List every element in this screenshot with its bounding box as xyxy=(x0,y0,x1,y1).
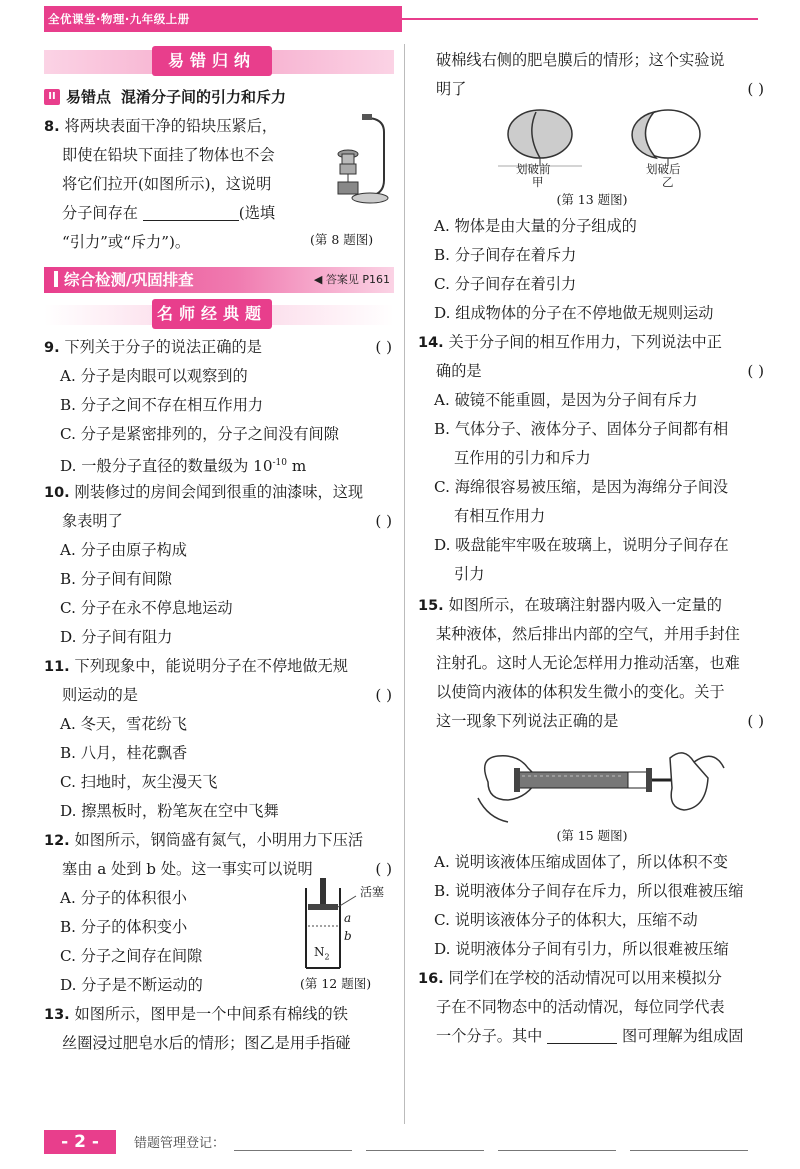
question-8: 8. 将两块表面干净的铅块压紧后， 即使在铅块下面挂了物体也不会 将它们拉开(如图所示)，这说明 分子间存在 (选填 “引力”或“斥力”)。 (第 8 题图) xyxy=(44,112,394,257)
figure-15-caption: (第 15 题图) xyxy=(556,828,628,843)
mark-a: a xyxy=(344,911,352,925)
option[interactable]: C. 分子间存在着引力 xyxy=(434,275,577,293)
section-banner-review xyxy=(44,267,394,293)
figure-13-caption: (第 13 题图) xyxy=(556,192,628,207)
option[interactable]: A. 冬天，雪花纷飞 xyxy=(60,715,187,733)
answer-blank[interactable] xyxy=(547,1023,617,1044)
question-9: 9. 下列关于分子的说法正确的是 ( ) A. 分子是肉眼可以观察到的 B. 分子之间不存在相互作用力 C. 分子是紧密排列的，分子之间没有间隙 D. 一般分子直径的数量级为 $10^{-10}$ m xyxy=(44,333,394,478)
option[interactable]: A. 破镜不能重圆，是因为分子间有斥力 xyxy=(434,391,698,409)
column-divider xyxy=(404,44,405,1124)
question-15: 15. 如图所示，在玻璃注射器内吸入一定量的 某种液体，然后排出内部的空气，并用手封住 注射孔。这时人无论怎样用力推动活塞，也难 以使筒内液体的体积发生微小的变化。关于 这一现象下列说法正确的是 ( ) (第 15 题图) A. 说明该液体压缩成固体了，所以体积不变 B. 说明液体分子间存在斥力，所以很难被压缩 C. 说明该液体分子的体积大，压缩不动 D. 说明液体分子间有引力，所以很难被压缩 xyxy=(418,591,766,964)
banner-title: 名师经典题 xyxy=(152,299,272,329)
error-point-label: 易错点 xyxy=(66,87,112,106)
page-number: - 2 - xyxy=(44,1130,116,1154)
option[interactable]: B. 分子间有间隙 xyxy=(60,570,172,588)
option[interactable]: B. 分子的体积变小 xyxy=(60,918,188,936)
page-header xyxy=(0,0,800,40)
answer-paren[interactable]: ( ) xyxy=(747,712,764,730)
option[interactable]: A. 物体是由大量的分子组成的 xyxy=(434,217,637,235)
section-banner-classic xyxy=(44,299,394,329)
header-bar xyxy=(44,6,402,32)
error-point xyxy=(44,82,394,112)
piston-label: 活塞 xyxy=(360,885,385,899)
question-10: 10. 刚装修过的房间会闻到很重的油漆味，这现 象表明了 ( ) A. 分子由原子构成 B. 分子间有间隙 C. 分子在永不停息地运动 D. 分子间有阻力 xyxy=(44,478,394,652)
register-line[interactable] xyxy=(498,1150,616,1151)
option[interactable]: C. 分子是紧密排列的，分子之间没有间隙 xyxy=(60,425,339,443)
option[interactable]: B. 八月，桂花飘香 xyxy=(60,744,188,762)
option[interactable]: B. 说明液体分子间存在斥力，所以很难被压缩 xyxy=(434,882,744,900)
question-12: 12. 如图所示，钢筒盛有氮气，小明用力下压活 塞由 a 处到 b 处。这一事实可以说明 ( ) A. 分子的体积很小 B. 分子的体积变小 C. 分子之间存在间隙 D. 分子是不断运动的 活塞 a b $N_2$ (第 12 题图) xyxy=(44,826,394,1000)
option[interactable]: D. 分子是不断运动的 xyxy=(60,976,203,994)
question-14: 14. 关于分子间的相互作用力，下列说法中正 确的是 ( ) A. 破镜不能重圆，是因为分子间有斥力 B. 气体分子、液体分子、固体分子间都有相 互作用的引力和斥力 C. 海绵很容易被压缩，是因为海绵分子间没 有相互作用力 D. 吸盘能牢牢吸在玻璃上，说明分子间存在 引力 xyxy=(418,333,764,583)
option[interactable]: D. 组成物体的分子在不停地做无规则运动 xyxy=(434,304,714,322)
option[interactable]: C. 扫地时，灰尘漫天飞 xyxy=(60,773,218,791)
before-label: 划破前 xyxy=(516,162,551,176)
option[interactable]: D. 说明液体分子间有引力，所以很难被压缩 xyxy=(434,940,729,958)
answer-paren[interactable]: ( ) xyxy=(375,338,392,356)
header-rule xyxy=(402,18,758,20)
lead-block-figure xyxy=(326,110,396,210)
register-label: 错题管理登记： xyxy=(134,1136,226,1151)
soap-film-figure xyxy=(418,104,766,188)
answer-blank[interactable] xyxy=(143,200,239,221)
roman-two-icon: II xyxy=(44,89,60,105)
question-11: 11. 下列现象中，能说明分子在不停地做无规 则运动的是 ( ) A. 冬天，雪花纷飞 B. 八月，桂花飘香 C. 扫地时，灰尘漫天飞 D. 擦黑板时，粉笔灰在空中飞舞 xyxy=(44,652,394,826)
option[interactable]: A. 说明该液体压缩成固体了，所以体积不变 xyxy=(434,853,728,871)
answer-reference: ◀ 答案见 P161 xyxy=(313,273,390,286)
header-title: 全优课堂·物理·九年级上册 xyxy=(48,12,190,26)
option[interactable]: C. 海绵很容易被压缩，是因为海绵分子间没 xyxy=(434,478,729,496)
register-line[interactable] xyxy=(630,1150,748,1151)
gas-label: $N_2$ xyxy=(314,945,330,962)
figure-12-caption: (第 12 题图) xyxy=(300,976,372,991)
banner-title: 综合检测/巩固排查 xyxy=(54,267,194,293)
figure-8-caption: (第 8 题图) xyxy=(310,232,374,247)
answer-paren[interactable]: ( ) xyxy=(747,362,764,380)
option[interactable]: D. 一般分子直径的数量级为 $10^{-10}$ m xyxy=(60,457,307,476)
before-sub: 甲 xyxy=(532,175,544,189)
answer-paren[interactable]: ( ) xyxy=(375,686,392,704)
option[interactable]: C. 分子在永不停息地运动 xyxy=(60,599,233,617)
option[interactable]: B. 分子之间不存在相互作用力 xyxy=(60,396,264,414)
banner-title: 易错归纳 xyxy=(152,46,272,76)
left-column xyxy=(44,40,394,1058)
after-label: 划破后 xyxy=(646,162,681,176)
after-sub: 乙 xyxy=(662,175,674,189)
right-column xyxy=(418,46,766,1051)
answer-paren[interactable]: ( ) xyxy=(375,512,392,530)
section-banner-errors xyxy=(44,46,394,78)
page-footer xyxy=(0,1128,800,1158)
answer-paren[interactable]: ( ) xyxy=(747,80,764,98)
register-line[interactable] xyxy=(366,1150,484,1151)
option[interactable]: C. 分子之间存在间隙 xyxy=(60,947,203,965)
option[interactable]: B. 气体分子、液体分子、固体分子间都有相 xyxy=(434,420,729,438)
error-point-text: 混淆分子间的引力和斥力 xyxy=(121,87,287,106)
register-line[interactable] xyxy=(234,1150,352,1151)
option[interactable]: A. 分子的体积很小 xyxy=(60,889,187,907)
syringe-figure xyxy=(418,738,766,824)
option[interactable]: C. 说明该液体分子的体积大，压缩不动 xyxy=(434,911,698,929)
question-13-start: 13. 如图所示，图甲是一个中间系有棉线的铁 丝圈浸过肥皂水后的情形；图乙是用手指碰 xyxy=(44,1005,351,1052)
question-13-continued: 破棉线右侧的肥皂膜后的情形；这个实验说 明了 ( ) 划破前 甲 划破后 乙 (第 13 题图) A. 物体是由大量的分子组成的 B. 分子间存在着斥力 C. 分子间存在着引力 D. 组成物体的分子在不停地做无规则运动 xyxy=(418,46,766,328)
option[interactable]: D. 分子间有阻力 xyxy=(60,628,173,646)
mark-b: b xyxy=(344,929,352,943)
option[interactable]: A. 分子由原子构成 xyxy=(60,541,187,559)
question-16: 16. 同学们在学校的活动情况可以用来模拟分 子在不同物态中的活动情况，每位同学代表 一个分子。其中 图可理解为组成固 xyxy=(418,969,744,1045)
answer-paren[interactable]: ( ) xyxy=(375,860,392,878)
option[interactable]: A. 分子是肉眼可以观察到的 xyxy=(60,367,248,385)
arrow-icon: ◀ xyxy=(313,273,326,286)
option[interactable]: D. 擦黑板时，粉笔灰在空中飞舞 xyxy=(60,802,279,820)
option[interactable]: B. 分子间存在着斥力 xyxy=(434,246,577,264)
option[interactable]: D. 吸盘能牢牢吸在玻璃上，说明分子间存在 xyxy=(434,536,729,554)
